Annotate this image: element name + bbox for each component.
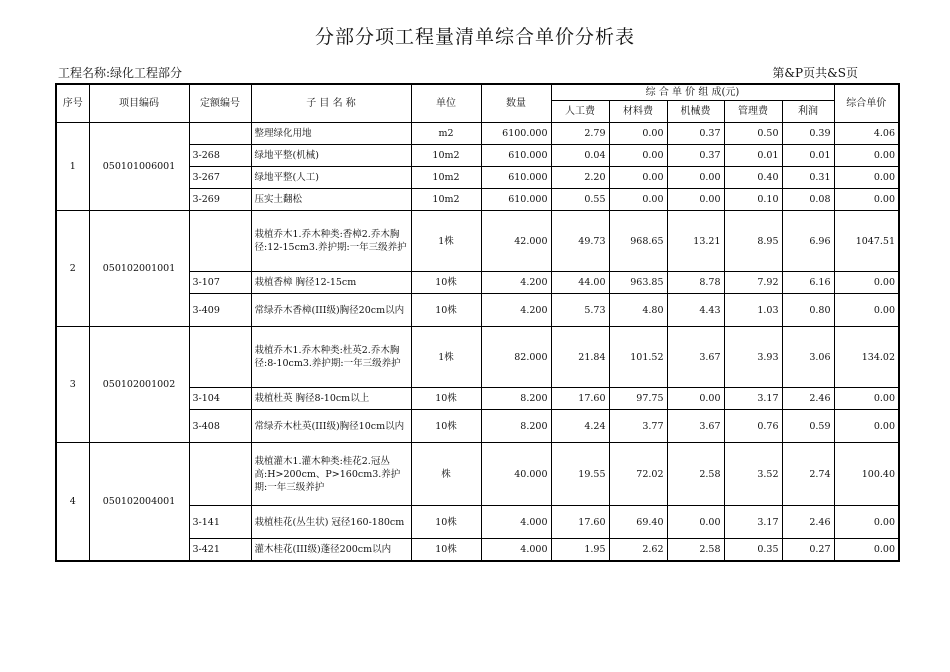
row-labor: 2.79 bbox=[551, 123, 609, 145]
page-title: 分部分项工程量清单综合单价分析表 bbox=[314, 26, 635, 48]
row-mgmt: 3.93 bbox=[724, 327, 782, 388]
row-labor: 0.04 bbox=[551, 145, 609, 167]
row-machine: 3.67 bbox=[667, 410, 724, 443]
row-machine: 2.58 bbox=[667, 443, 724, 506]
row-material: 0.00 bbox=[609, 189, 667, 211]
row-mgmt: 0.10 bbox=[724, 189, 782, 211]
row-total: 1047.51 bbox=[834, 211, 899, 272]
header-total: 综合单价 bbox=[834, 84, 899, 123]
header-machine: 机械费 bbox=[667, 101, 724, 123]
row-labor: 4.24 bbox=[551, 410, 609, 443]
row-total: 134.02 bbox=[834, 327, 899, 388]
row-qty: 42.000 bbox=[481, 211, 551, 272]
row-qty: 4.200 bbox=[481, 272, 551, 294]
row-machine: 0.00 bbox=[667, 167, 724, 189]
row-mgmt: 0.01 bbox=[724, 145, 782, 167]
row-profit: 2.46 bbox=[782, 506, 834, 539]
row-labor: 44.00 bbox=[551, 272, 609, 294]
row-qty: 610.000 bbox=[481, 167, 551, 189]
row-unit: 10m2 bbox=[411, 167, 481, 189]
row-quota: 3-421 bbox=[189, 539, 251, 562]
row-total: 0.00 bbox=[834, 272, 899, 294]
row-name: 绿地平整(机械) bbox=[251, 145, 411, 167]
row-quota: 3-107 bbox=[189, 272, 251, 294]
row-material: 4.80 bbox=[609, 294, 667, 327]
row-profit: 3.06 bbox=[782, 327, 834, 388]
row-mgmt: 0.40 bbox=[724, 167, 782, 189]
row-name: 灌木桂花(III级)蓬径200cm以内 bbox=[251, 539, 411, 562]
row-name: 栽植乔木1.乔木种类:杜英2.乔木胸径:8-10cm3.养护期:一年三级养护 bbox=[251, 327, 411, 388]
row-labor: 2.20 bbox=[551, 167, 609, 189]
row-machine: 13.21 bbox=[667, 211, 724, 272]
row-qty: 610.000 bbox=[481, 189, 551, 211]
row-quota: 3-141 bbox=[189, 506, 251, 539]
row-profit: 6.96 bbox=[782, 211, 834, 272]
row-seq: 2 bbox=[56, 211, 89, 327]
row-unit: 10株 bbox=[411, 410, 481, 443]
row-labor: 1.95 bbox=[551, 539, 609, 562]
header-qty: 数量 bbox=[481, 84, 551, 123]
row-machine: 0.37 bbox=[667, 123, 724, 145]
row-qty: 8.200 bbox=[481, 388, 551, 410]
row-profit: 0.31 bbox=[782, 167, 834, 189]
row-machine: 4.43 bbox=[667, 294, 724, 327]
row-labor: 0.55 bbox=[551, 189, 609, 211]
row-name: 压实土翻松 bbox=[251, 189, 411, 211]
row-name: 常绿乔木香樟(III级)胸径20cm以内 bbox=[251, 294, 411, 327]
row-profit: 6.16 bbox=[782, 272, 834, 294]
row-labor: 21.84 bbox=[551, 327, 609, 388]
row-machine: 0.00 bbox=[667, 388, 724, 410]
row-unit: 10株 bbox=[411, 539, 481, 562]
row-quota bbox=[189, 211, 251, 272]
row-material: 72.02 bbox=[609, 443, 667, 506]
row-code: 050101006001 bbox=[89, 123, 189, 211]
row-profit: 0.08 bbox=[782, 189, 834, 211]
row-material: 963.85 bbox=[609, 272, 667, 294]
row-quota: 3-267 bbox=[189, 167, 251, 189]
row-quota bbox=[189, 123, 251, 145]
row-profit: 2.74 bbox=[782, 443, 834, 506]
row-mgmt: 3.52 bbox=[724, 443, 782, 506]
header-group: 综 合 单 价 组 成(元) bbox=[551, 84, 834, 101]
row-total: 0.00 bbox=[834, 539, 899, 562]
row-total: 0.00 bbox=[834, 410, 899, 443]
row-material: 101.52 bbox=[609, 327, 667, 388]
row-code: 050102001002 bbox=[89, 327, 189, 443]
row-labor: 5.73 bbox=[551, 294, 609, 327]
row-mgmt: 0.76 bbox=[724, 410, 782, 443]
row-machine: 2.58 bbox=[667, 539, 724, 562]
row-quota: 3-269 bbox=[189, 189, 251, 211]
header-unit: 单位 bbox=[411, 84, 481, 123]
row-mgmt: 0.50 bbox=[724, 123, 782, 145]
row-mgmt: 3.17 bbox=[724, 388, 782, 410]
row-total: 0.00 bbox=[834, 189, 899, 211]
row-qty: 4.000 bbox=[481, 539, 551, 562]
row-quota bbox=[189, 327, 251, 388]
row-unit: 10m2 bbox=[411, 189, 481, 211]
row-qty: 4.200 bbox=[481, 294, 551, 327]
row-quota bbox=[189, 443, 251, 506]
header-code: 项目编码 bbox=[89, 84, 189, 123]
row-labor: 19.55 bbox=[551, 443, 609, 506]
row-qty: 82.000 bbox=[481, 327, 551, 388]
analysis-table bbox=[55, 83, 900, 562]
row-unit: 10株 bbox=[411, 388, 481, 410]
row-seq: 3 bbox=[56, 327, 89, 443]
row-profit: 2.46 bbox=[782, 388, 834, 410]
row-machine: 0.00 bbox=[667, 189, 724, 211]
row-machine: 0.00 bbox=[667, 506, 724, 539]
row-unit: 10株 bbox=[411, 506, 481, 539]
row-qty: 8.200 bbox=[481, 410, 551, 443]
row-profit: 0.27 bbox=[782, 539, 834, 562]
header-labor: 人工费 bbox=[551, 101, 609, 123]
row-machine: 0.37 bbox=[667, 145, 724, 167]
row-mgmt: 3.17 bbox=[724, 506, 782, 539]
row-labor: 17.60 bbox=[551, 388, 609, 410]
row-qty: 40.000 bbox=[481, 443, 551, 506]
row-machine: 8.78 bbox=[667, 272, 724, 294]
row-labor: 49.73 bbox=[551, 211, 609, 272]
row-profit: 0.59 bbox=[782, 410, 834, 443]
row-profit: 0.80 bbox=[782, 294, 834, 327]
row-material: 0.00 bbox=[609, 167, 667, 189]
row-name: 栽植杜英 胸径8-10cm以上 bbox=[251, 388, 411, 410]
header-profit: 利润 bbox=[782, 101, 834, 123]
row-machine: 3.67 bbox=[667, 327, 724, 388]
header-quota: 定额编号 bbox=[189, 84, 251, 123]
row-mgmt: 7.92 bbox=[724, 272, 782, 294]
row-unit: 株 bbox=[411, 443, 481, 506]
row-unit: 10m2 bbox=[411, 145, 481, 167]
row-material: 2.62 bbox=[609, 539, 667, 562]
row-quota: 3-104 bbox=[189, 388, 251, 410]
row-name: 栽植灌木1.灌木种类:桂花2.冠丛高:H>200cm、P>160cm3.养护期:一年三级养护 bbox=[251, 443, 411, 506]
row-material: 97.75 bbox=[609, 388, 667, 410]
row-total: 100.40 bbox=[834, 443, 899, 506]
row-name: 栽植香樟 胸径12-15cm bbox=[251, 272, 411, 294]
row-name: 栽植桂花(丛生状) 冠径160-180cm bbox=[251, 506, 411, 539]
row-seq: 1 bbox=[56, 123, 89, 211]
row-seq: 4 bbox=[56, 443, 89, 562]
row-unit: 1株 bbox=[411, 211, 481, 272]
row-total: 0.00 bbox=[834, 506, 899, 539]
row-total: 0.00 bbox=[834, 145, 899, 167]
row-quota: 3-409 bbox=[189, 294, 251, 327]
row-qty: 610.000 bbox=[481, 145, 551, 167]
row-total: 0.00 bbox=[834, 388, 899, 410]
row-code: 050102001001 bbox=[89, 211, 189, 327]
row-labor: 17.60 bbox=[551, 506, 609, 539]
row-material: 69.40 bbox=[609, 506, 667, 539]
row-mgmt: 0.35 bbox=[724, 539, 782, 562]
header-name: 子 目 名 称 bbox=[251, 84, 411, 123]
row-name: 栽植乔木1.乔木种类:香樟2.乔木胸径:12-15cm3.养护期:一年三级养护 bbox=[251, 211, 411, 272]
row-total: 0.00 bbox=[834, 294, 899, 327]
row-unit: m2 bbox=[411, 123, 481, 145]
row-mgmt: 8.95 bbox=[724, 211, 782, 272]
row-unit: 10株 bbox=[411, 294, 481, 327]
header-material: 材料费 bbox=[609, 101, 667, 123]
header-seq: 序号 bbox=[56, 84, 89, 123]
page-info: 第&P页共&S页 bbox=[772, 66, 858, 80]
row-profit: 0.39 bbox=[782, 123, 834, 145]
row-code: 050102004001 bbox=[89, 443, 189, 562]
row-material: 3.77 bbox=[609, 410, 667, 443]
row-material: 0.00 bbox=[609, 123, 667, 145]
table-body bbox=[56, 123, 899, 562]
row-name: 常绿乔木杜英(III级)胸径10cm以内 bbox=[251, 410, 411, 443]
row-total: 0.00 bbox=[834, 167, 899, 189]
row-unit: 10株 bbox=[411, 272, 481, 294]
row-material: 968.65 bbox=[609, 211, 667, 272]
row-qty: 4.000 bbox=[481, 506, 551, 539]
row-name: 整理绿化用地 bbox=[251, 123, 411, 145]
row-unit: 1株 bbox=[411, 327, 481, 388]
row-quota: 3-268 bbox=[189, 145, 251, 167]
row-material: 0.00 bbox=[609, 145, 667, 167]
row-profit: 0.01 bbox=[782, 145, 834, 167]
row-name: 绿地平整(人工) bbox=[251, 167, 411, 189]
row-total: 4.06 bbox=[834, 123, 899, 145]
row-quota: 3-408 bbox=[189, 410, 251, 443]
row-mgmt: 1.03 bbox=[724, 294, 782, 327]
header-mgmt: 管理费 bbox=[724, 101, 782, 123]
row-qty: 6100.000 bbox=[481, 123, 551, 145]
project-name: 工程名称:绿化工程部分 bbox=[58, 66, 183, 80]
